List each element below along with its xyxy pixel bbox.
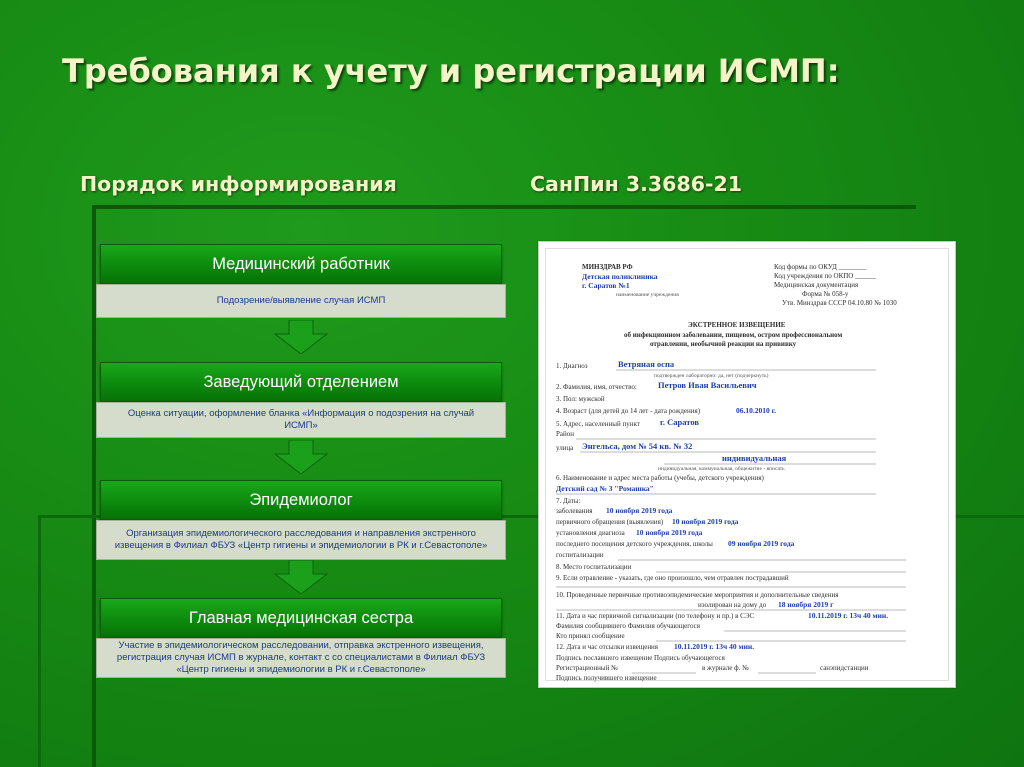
flow-step-title: Главная медицинская сестра: [100, 598, 502, 638]
frame-line: [92, 205, 916, 209]
doc-signal-who2: Кто принял сообщение: [556, 632, 625, 640]
doc-address-value: г. Саратов: [660, 417, 699, 427]
doc-workplace-value: Детский сад № 3 "Ромашка": [556, 484, 654, 493]
doc-measures-label: 10. Проведенные первичные противоэпидемические мероприятия и дополнительные сведения: [556, 591, 839, 599]
doc-workplace-label: 6. Наименование и адрес места работы (учебы, детского учреждения): [556, 474, 764, 482]
doc-signal-who: Фамилия сообщившего Фамилия обучающегося: [556, 622, 700, 630]
doc-reg-ses: санэпидстанции: [820, 664, 869, 672]
flow-step-title: Эпидемиолог: [100, 480, 502, 520]
subtitle-sanpin: СанПин 3.3686-21: [530, 172, 743, 196]
doc-city: г. Саратов №1: [582, 281, 630, 290]
flow-step-epidemiologist: [100, 480, 502, 560]
flow-step-title: Медицинский работник: [100, 244, 502, 284]
emergency-notification-form: [538, 241, 956, 688]
doc-hospital-place-label: 8. Место госпитализации: [556, 563, 632, 571]
doc-ministry: МИНЗДРАВ РФ: [582, 263, 633, 271]
doc-poisoning-label: 9. Если отравление - указать, где оно произошло, чем отравлен пострадавший: [556, 574, 789, 582]
doc-date-last-visit-value: 09 ноября 2019 года: [728, 539, 795, 548]
doc-approved: Утв. Минздрав СССР 04.10.80 № 1030: [782, 299, 897, 307]
doc-diagnosis-value: Ветряная оспа: [618, 359, 675, 369]
doc-diagnosis-label: 1. Диагноз: [556, 362, 588, 370]
doc-reg-label: Регистрационный №: [556, 664, 618, 672]
flow-step-head-of-department: [100, 362, 502, 438]
doc-date-first-visit-value: 10 ноября 2019 года: [672, 517, 739, 526]
flow-step-description: Организация эпидемиологического расследования и направления экстренного извещения в Филиал ФБУЗ «Центр гигиены и эпидемиологии в РК и г.Севастополе»: [96, 520, 506, 560]
doc-street-value: Энгельса, дом № 54 кв. № 32: [582, 441, 693, 451]
doc-date-diagnosis-value: 10 ноября 2019 года: [636, 528, 703, 537]
subtitle-procedure: Порядок информирования: [80, 172, 397, 196]
doc-signal-label: 11. Дата и час первичной сигнализации (по телефону и пр.) в СЭС: [556, 612, 755, 620]
doc-heading-sub1: об инфекционном заболевании, пищевом, остром профессиональном: [624, 331, 843, 339]
down-arrow-icon: [273, 320, 329, 354]
doc-heading: ЭКСТРЕННОЕ ИЗВЕЩЕНИЕ: [688, 321, 786, 329]
doc-street-label: улица: [556, 444, 574, 452]
doc-date-illness-label: заболевания: [556, 507, 593, 515]
doc-org-caption: наименование учреждения: [616, 292, 679, 298]
flow-step-description: Участие в эпидемиологическом расследовании, отправка экстренного извещения, регистрация случая ИСМП в журнале, контакт с со специалистами в Филиал ФБУЗ «Центр гигиены и эпидемиологии в РК и г.Севастополе»: [96, 638, 506, 678]
doc-heading-sub2: отравлении, необычной реакции на прививку: [650, 340, 797, 348]
doc-age-value: 06.10.2010 г.: [736, 406, 777, 415]
doc-name-value: Петров Иван Васильевич: [658, 380, 757, 390]
doc-okud: Код формы по ОКУД ________: [774, 263, 867, 271]
doc-sex: 3. Пол: мужской: [556, 395, 605, 403]
doc-measures-sub: изолирован на дому до: [698, 601, 767, 609]
doc-date-illness-value: 10 ноября 2019 года: [606, 506, 673, 515]
flow-step-description: Подозрение/выявление случая ИСМП: [96, 284, 506, 318]
doc-dates-label: 7. Даты:: [556, 497, 581, 505]
doc-measures-value: 18 ноября 2019 г: [778, 600, 834, 609]
doc-okpo: Код учреждения по ОКПО ______: [774, 272, 877, 280]
doc-age-label: 4. Возраст (для детей до 14 лет - дата рождения): [556, 407, 701, 415]
doc-signal-value: 10.11.2019 г. 13ч 40 мин.: [808, 611, 889, 620]
down-arrow-icon: [273, 440, 329, 474]
form-underlines: [546, 249, 950, 682]
doc-date-last-visit-label: последнего посещения детского учреждения, школы: [556, 540, 713, 548]
flow-step-description: Оценка ситуации, оформление бланка «Информация о подозрения на случай ИСМП»: [96, 402, 506, 438]
doc-address-label: 5. Адрес, населенный пункт: [556, 420, 640, 428]
doc-receiver-signature: Подпись получившего извещение: [556, 674, 657, 682]
frame-line: [38, 515, 41, 767]
doc-dwelling-caption: индивидуальная, коммунальная, общежитие - вписать: [658, 466, 785, 472]
slide-title: Требования к учету и регистрации ИСМП:: [62, 52, 840, 90]
doc-date-first-visit-label: первичного обращения (выявления): [556, 518, 664, 526]
flow-step-head-nurse: [100, 598, 502, 678]
doc-form-number: Форма № 058-у: [802, 290, 849, 298]
doc-diagnosis-note: подтвержден лабораторно: да, нет (подчеркнуть): [654, 373, 769, 379]
doc-sent-label: 12. Дата и час отсылки извещения: [556, 643, 659, 651]
doc-name-label: 2. Фамилия, имя, отчество:: [556, 383, 637, 391]
doc-date-diagnosis-label: установления диагноза: [556, 529, 625, 537]
doc-date-hospitalization-label: госпитализации: [556, 551, 604, 559]
flow-step-title: Заведующий отделением: [100, 362, 502, 402]
doc-sender-signature: Подпись пославшего извещение Подпись обучающегося: [556, 654, 725, 662]
flow-step-medical-worker: [100, 244, 502, 318]
down-arrow-icon: [273, 560, 329, 594]
doc-clinic: Детская поликлиника: [582, 272, 658, 281]
doc-meddoc: Медицинская документация: [774, 281, 859, 289]
doc-area-label: Район: [556, 430, 574, 438]
doc-sent-value: 10.11.2019 г. 13ч 40 мин.: [674, 642, 755, 651]
doc-dwelling-value: индивидуальная: [722, 453, 787, 463]
doc-reg-journal: в журнале ф. №: [702, 664, 749, 672]
